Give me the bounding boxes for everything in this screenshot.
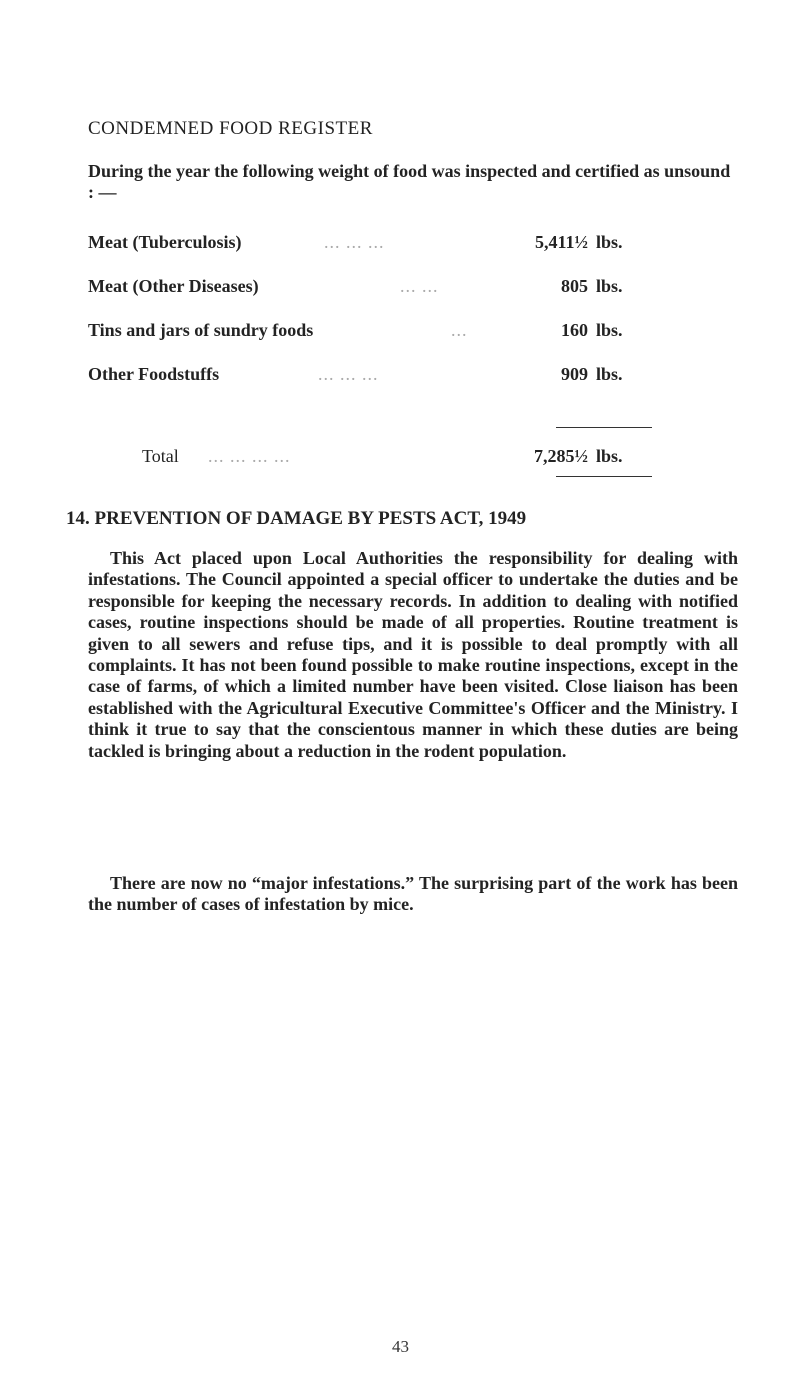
total-leader: ... ... ... ...: [208, 446, 291, 466]
row-amount: 160: [561, 320, 588, 340]
row-label: Meat (Tuberculosis): [88, 232, 242, 252]
register-intro-text: During the year the following weight of food was inspected and certified as unsound : —: [88, 161, 731, 202]
total-rule-top: [556, 427, 652, 428]
row-unit: lbs.: [596, 232, 623, 252]
page-number: 43: [392, 1337, 409, 1356]
register-total-row: [88, 446, 658, 470]
row-amount: 805: [561, 276, 588, 296]
pests-paragraph-1: [88, 548, 738, 762]
register-title: CONDEMNED FOOD REGISTER: [88, 118, 373, 139]
total-unit: lbs.: [596, 446, 623, 466]
row-amount: 5,411½: [534, 232, 588, 252]
row-leader: ... ... ...: [324, 232, 385, 252]
register-intro: [88, 161, 738, 203]
paragraph-text: There are now no “major infestations.” The surprising part of the work has been the number of cases of infestation by mice.: [88, 873, 738, 915]
row-unit: lbs.: [596, 276, 623, 296]
paragraph-text: This Act placed upon Local Authorities the responsibility for dealing with infestations. The Council appointed a special officer to undertake the duties and be responsible for keeping the necessary records. In addition to dealing with notified cases, routine inspections should be made of all properties. Routine treatment is given to all sewers and refuse tips, and it is possible to deal promptly with all complaints. It has not been found possible to make routine inspections, except in the case of farms, of which a limited number have been visited. Close liaison has been established with the Agricultural Executive Committee's Officer and the Ministry. I think it true to say that the conscientous manner in which these duties are being tackled is bringing about a reduction in the rodent population.: [88, 548, 738, 761]
row-leader: ...: [451, 320, 468, 340]
row-unit: lbs.: [596, 320, 623, 340]
register-row: [88, 276, 658, 300]
row-label: Tins and jars of sundry foods: [88, 320, 314, 340]
row-amount: 909: [561, 364, 588, 384]
pests-paragraph-2: [88, 873, 738, 916]
register-row: [88, 364, 658, 388]
row-leader: ... ... ...: [318, 364, 379, 384]
total-label: Total: [142, 446, 179, 466]
row-label: Other Foodstuffs: [88, 364, 220, 384]
section-title: 14. PREVENTION OF DAMAGE BY PESTS ACT, 1949: [66, 508, 527, 529]
register-row: [88, 232, 658, 256]
register-row: [88, 320, 658, 344]
row-label: Meat (Other Diseases): [88, 276, 259, 296]
total-amount: 7,285½: [534, 446, 588, 466]
row-leader: ... ...: [400, 276, 439, 296]
row-unit: lbs.: [596, 364, 623, 384]
total-rule-bottom: [556, 476, 652, 477]
